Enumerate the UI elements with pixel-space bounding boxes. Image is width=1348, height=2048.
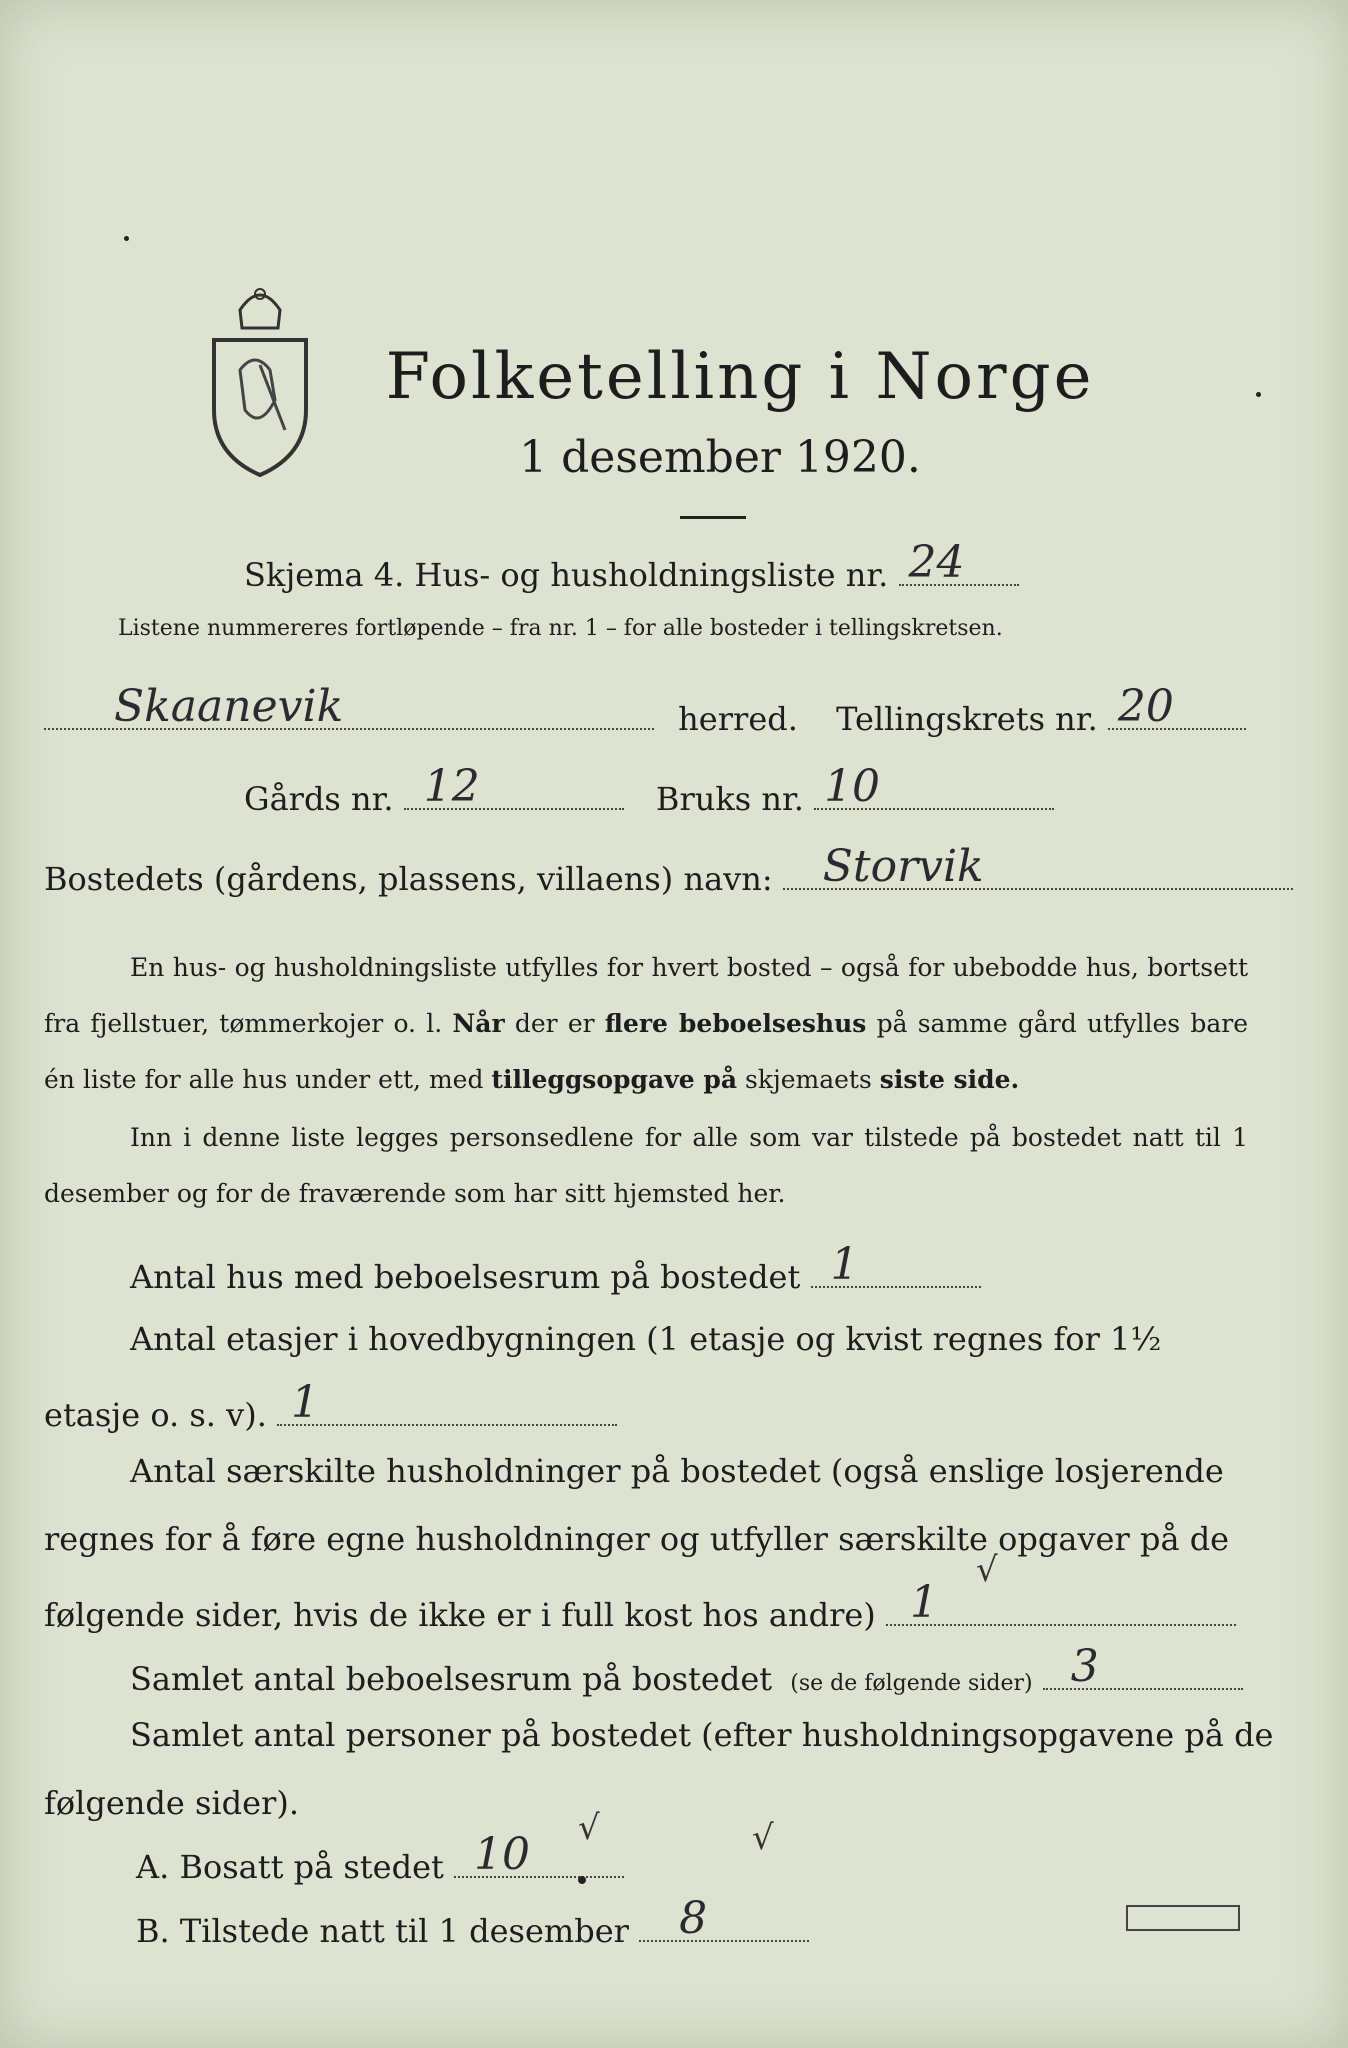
hus-row [130,1239,981,1296]
rum-note: (se de følgende sider) [790,1671,1033,1696]
rum-label: Samlet antal beboelsesrum på bostedet [130,1660,773,1698]
instruction-bold-text: siste side. [879,1065,1020,1094]
printer-stamp [1126,1905,1240,1931]
tilstede-value: 8 [679,1893,708,1944]
form-title: Folketelling i Norge [385,340,1095,414]
schema-field [899,537,1019,588]
check-mark-icon: √ [976,1550,998,1590]
etasjer-value: 1 [291,1377,320,1428]
etasjer-label-line-2: etasje o. s. v). [44,1396,267,1434]
bruks-label: Bruks nr. [655,780,804,818]
paper-speck [124,236,129,241]
husholdninger-label-line-3: følgende sider, hvis de ikke er i full kost hos andre) [44,1596,876,1634]
instruction-text: En hus- og husholdningsliste utfylles for hvert bosted – også for ubebodde hus, bortsett fra fjellstuer, tømmerkojer o. l. [44,953,1248,1038]
gards-label: Gårds nr. [244,780,394,818]
tilstede-label: B. Tilstede natt til 1 desember [136,1912,629,1950]
instruction-bold-text: tilleggsopgave på [491,1065,738,1094]
personer-label-line-2: følgende sider). [44,1784,299,1822]
husholdninger-label-line-1: Antal særskilte husholdninger på bostedet (også enslige losjerende [130,1452,1224,1490]
etasjer-row [44,1377,617,1434]
etasjer-field [277,1377,617,1428]
bosatt-row [136,1829,624,1886]
instruction-paragraph-2: Inn i denne liste legges personsedlene for alle som var tilstede på bostedet natt til 1 desember og for de fraværende som har sitt hjemsted her. [44,1123,1248,1208]
bruks-field [814,761,1054,812]
herred-value: Skaanevik [114,681,344,732]
instruction-bold-text: flere beboelseshus [604,1009,867,1038]
gards-field [404,761,624,812]
norway-coat-of-arms-icon [200,280,320,480]
herred-row [44,681,1246,738]
check-mark-icon: √ [752,1818,774,1858]
tellingskrets-label: Tellingskrets nr. [836,700,1098,738]
gards-value: 12 [423,761,480,812]
numbering-note: Listene nummereres fortløpende – fra nr. 1 – for alle bosteder i tellingskretsen. [118,616,1003,641]
instruction-text: på samme gård utfylles bare én liste for alle hus under ett, med [44,1009,1248,1094]
tellingskrets-value: 20 [1117,681,1174,732]
bruks-value: 10 [824,761,881,812]
bosatt-value: 10 [474,1829,531,1880]
instruction-text: der er [504,1009,605,1038]
check-mark-icon: √ [578,1808,600,1848]
tilstede-row [136,1893,809,1950]
schema-row [244,537,1019,594]
bosatt-label: A. Bosatt på stedet [136,1848,444,1886]
bosted-row [44,841,1293,898]
rum-value: 3 [1070,1641,1099,1692]
rum-row [130,1641,1243,1698]
herred-label: herred. [678,700,798,738]
hus-field [811,1239,981,1290]
husholdninger-field [886,1577,1236,1628]
paper-speck [1256,392,1261,397]
instruction-bold-text: Når [452,1009,505,1038]
ink-dot [578,1876,586,1884]
bosted-label: Bostedets (gårdens, plassens, villaens) navn: [44,860,773,898]
tellingskrets-field [1108,681,1246,732]
bosted-value: Storvik [822,841,984,892]
personer-label-line-1: Samlet antal personer på bostedet (efter husholdningsopgavene på de [130,1716,1274,1754]
husholdninger-label-line-2: regnes for å føre egne husholdninger og utfyller særskilte opgaver på de [44,1520,1230,1558]
husholdninger-row [44,1577,1236,1634]
instruction-paragraph-1 [44,940,1248,1108]
title-divider [680,516,746,519]
rum-field [1043,1641,1243,1692]
census-date: 1 desember 1920. [519,432,921,483]
tilstede-field [639,1893,809,1944]
schema-label: Skjema 4. Hus- og husholdningsliste nr. [244,556,889,594]
hus-label: Antal hus med beboelsesrum på bostedet [130,1258,801,1296]
gards-row [244,761,1054,818]
schema-value: 24 [908,537,965,588]
etasjer-label-line-1: Antal etasjer i hovedbygningen (1 etasje og kvist regnes for 1½ [130,1320,1162,1358]
instruction-text: skjemaets [737,1065,880,1094]
husholdninger-value: 1 [909,1577,938,1628]
herred-field [44,681,654,732]
hus-value: 1 [830,1239,859,1290]
bosted-field [783,841,1293,892]
